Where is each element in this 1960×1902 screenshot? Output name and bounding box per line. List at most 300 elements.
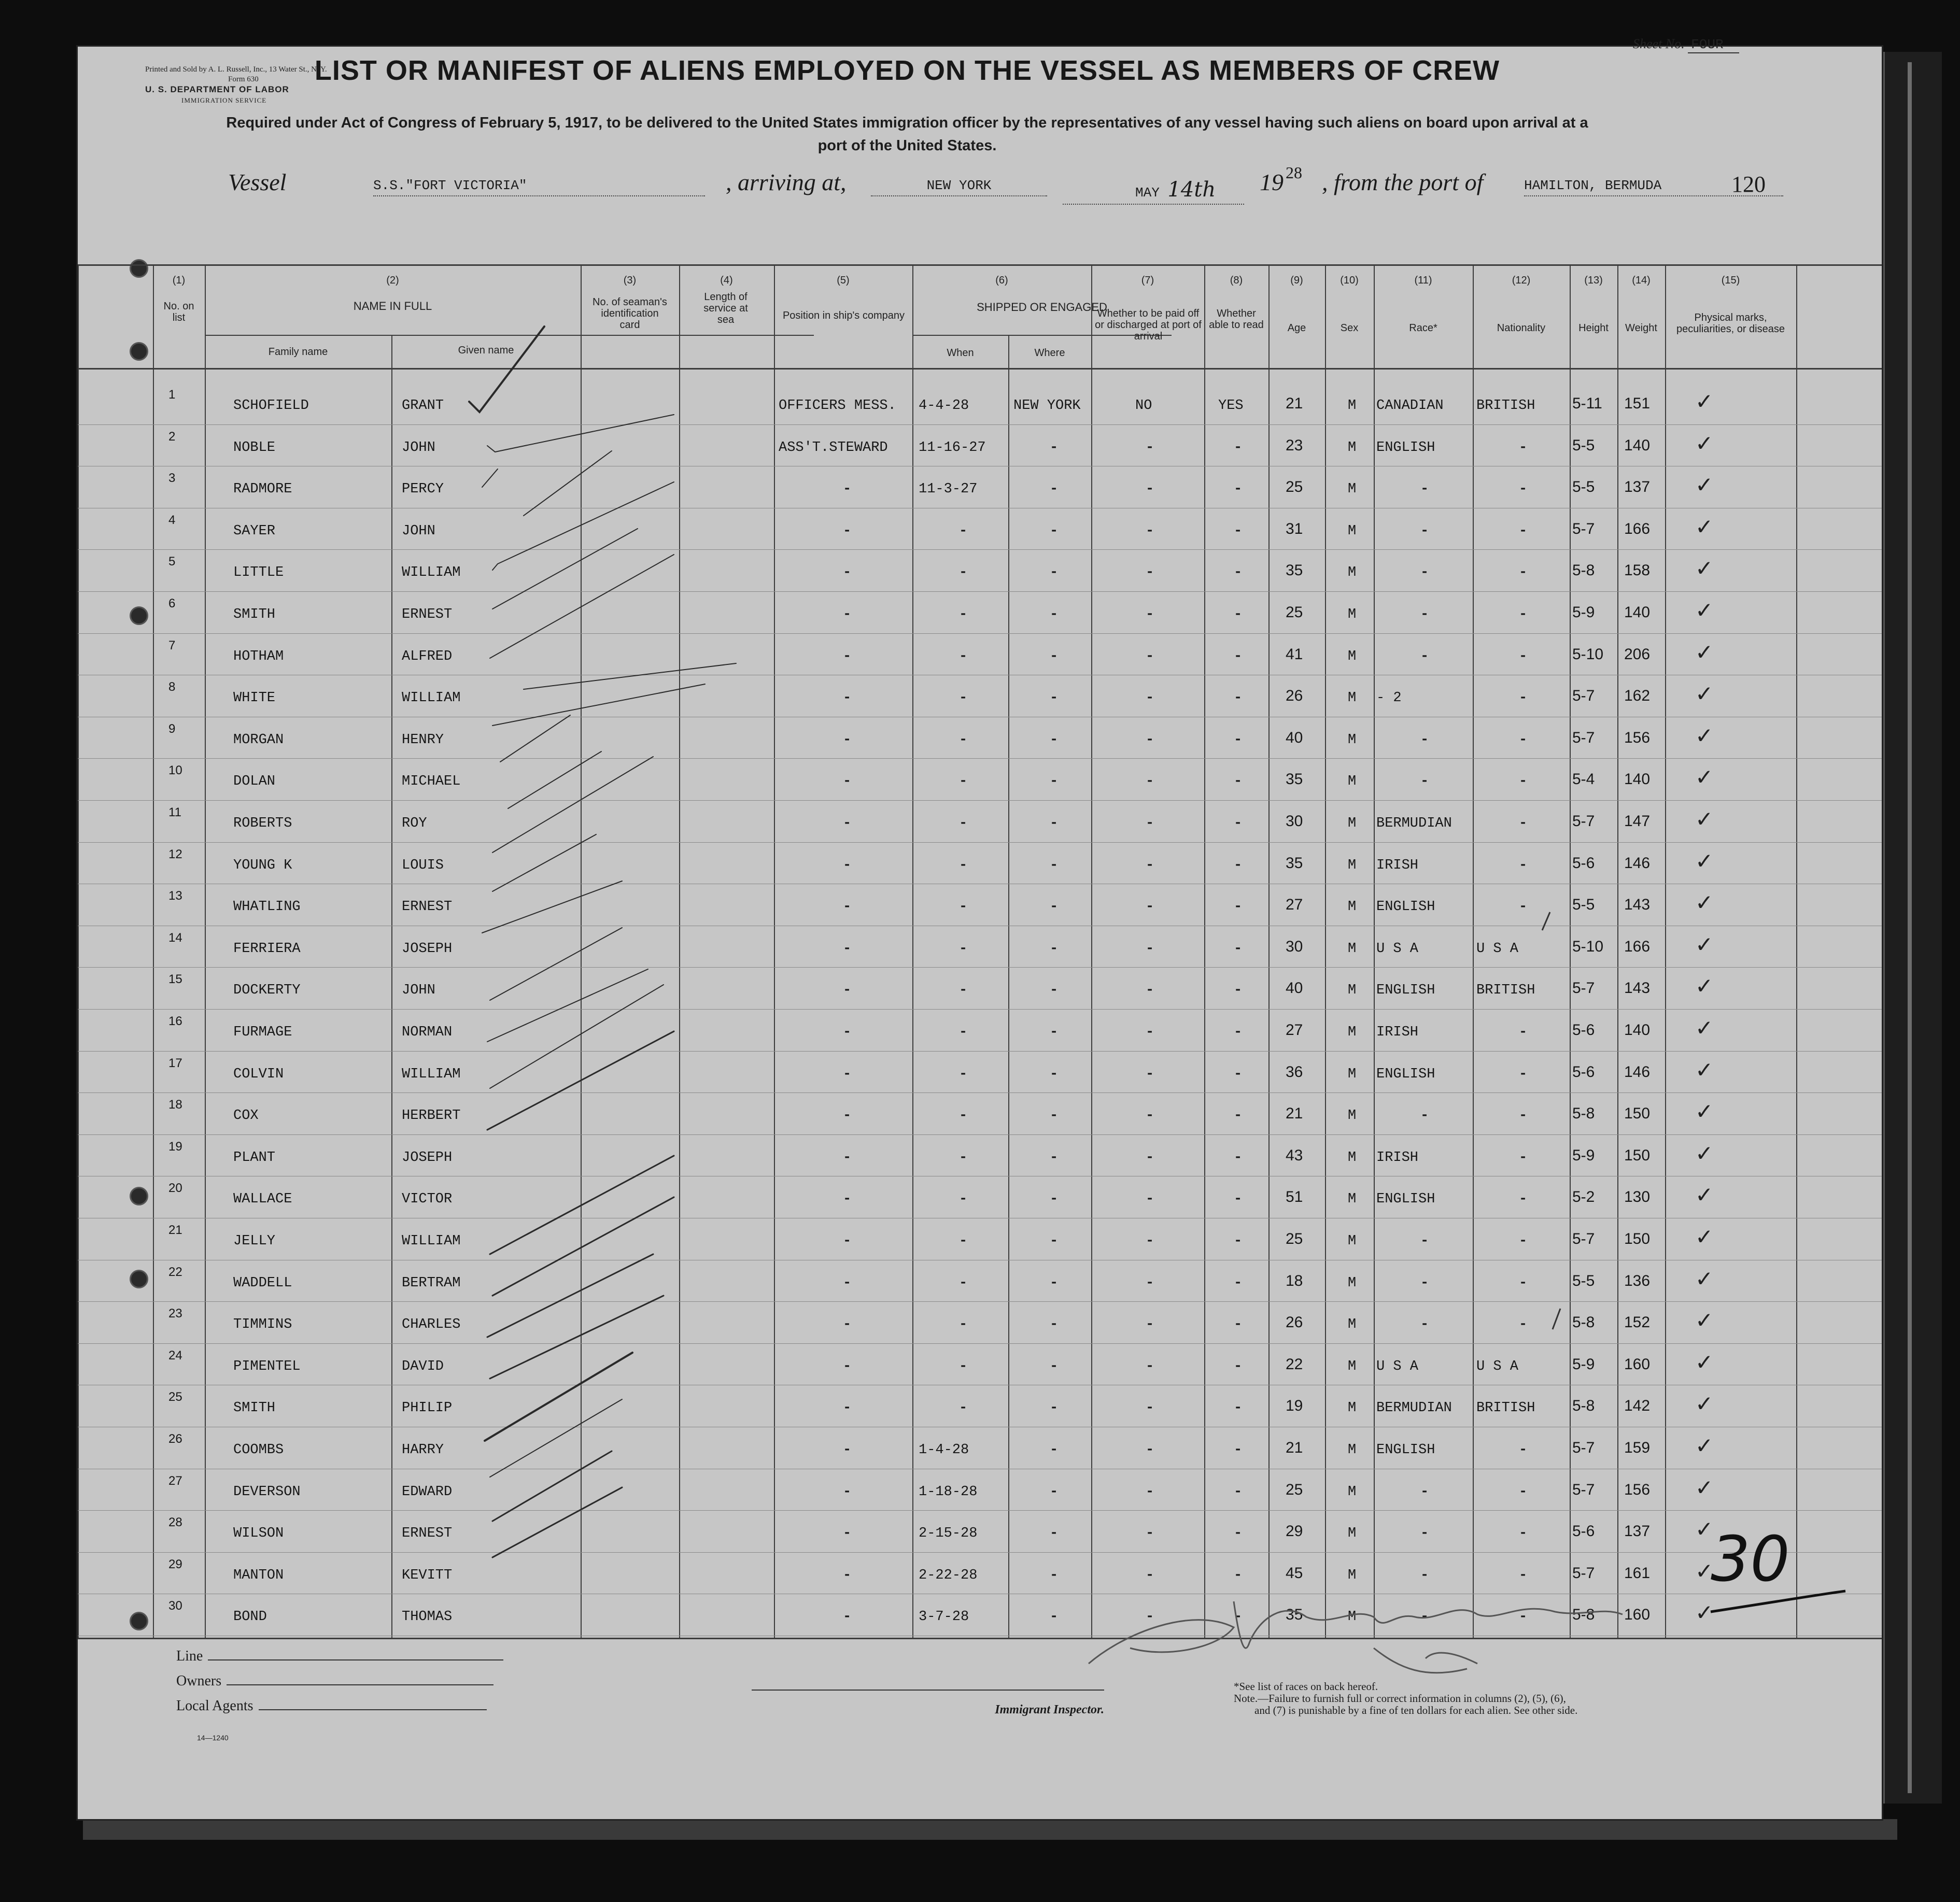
cell-nationality: - (1519, 1484, 1528, 1500)
cell-age: 35 (1286, 854, 1303, 872)
cell-where: - (1050, 607, 1059, 622)
col-head-nationality: Nationality (1497, 322, 1546, 334)
cell-race: ENGLISH (1376, 439, 1435, 456)
cell-where: - (1050, 439, 1059, 456)
check-mark-icon (492, 1197, 674, 1296)
cell-where: - (1050, 565, 1059, 581)
cell-race: - (1420, 1567, 1429, 1583)
cell-read: YES (1218, 398, 1244, 414)
cell-paid: - (1146, 732, 1154, 748)
cell-weight: 150 (1624, 1146, 1651, 1164)
cell-position: - (843, 1025, 852, 1040)
cell-sex: M (1348, 732, 1357, 748)
cell-sex: M (1348, 816, 1357, 831)
cell-family: WILSON (233, 1526, 284, 1542)
cell-height: 5-7 (1572, 1481, 1595, 1498)
footer-fields (176, 1648, 503, 1723)
check-mark-icon: ✓ (1695, 472, 1714, 498)
cell-age: 40 (1286, 980, 1303, 997)
cell-position: ASS'T.STEWARD (779, 439, 888, 456)
cell-nationality: U S A (1476, 1358, 1519, 1374)
cell-where: - (1050, 983, 1059, 999)
cell-weight: 146 (1624, 854, 1651, 872)
cell-when: - (959, 1317, 968, 1333)
cell-given: HARRY (402, 1442, 444, 1458)
cell-weight: 137 (1624, 1523, 1651, 1540)
cell-read: - (1234, 439, 1243, 456)
cell-paid: - (1146, 1275, 1154, 1291)
check-mark-icon: ✓ (1695, 1057, 1714, 1083)
cell-nationality: - (1519, 857, 1528, 873)
cell-when: - (959, 857, 968, 873)
cell-family: JELLY (233, 1233, 276, 1249)
cell-height: 5-9 (1572, 1146, 1595, 1164)
cell-no: 13 (168, 889, 182, 903)
cell-sex: M (1348, 523, 1357, 539)
cell-position: - (843, 732, 852, 748)
cell-no: 30 (168, 1599, 182, 1613)
cell-position: - (843, 1484, 852, 1500)
cell-where: - (1050, 1609, 1059, 1625)
cell-age: 22 (1286, 1355, 1303, 1373)
cell-nationality: - (1519, 1609, 1528, 1625)
cell-race: - (1420, 648, 1429, 664)
cell-sex: M (1348, 1275, 1357, 1291)
check-mark-icon (490, 1156, 674, 1254)
cell-when: 4-4-28 (919, 398, 969, 414)
check-mark-icon: ✓ (1695, 639, 1714, 665)
check-mark-icon: ✓ (1695, 1140, 1714, 1166)
col-num-3: (3) (623, 275, 637, 286)
cell-height: 5-6 (1572, 1021, 1595, 1039)
cell-position: OFFICERS MESS. (779, 398, 896, 414)
cell-family: SCHOFIELD (233, 398, 309, 414)
cell-race: ENGLISH (1376, 1066, 1435, 1082)
check-mark-icon: ✓ (1695, 1349, 1714, 1375)
col-num-9: (9) (1290, 275, 1303, 286)
cell-height: 5-5 (1572, 478, 1595, 496)
cell-paid: - (1146, 1567, 1154, 1583)
cell-paid: - (1146, 1233, 1154, 1249)
cell-read: - (1234, 899, 1243, 915)
check-mark-icon: ✓ (1695, 1099, 1714, 1125)
cell-paid: - (1146, 899, 1154, 915)
cell-age: 21 (1286, 395, 1303, 412)
cell-no: 22 (168, 1265, 182, 1279)
cell-height: 5-7 (1572, 520, 1595, 537)
cell-age: 43 (1286, 1146, 1303, 1164)
cell-when: - (959, 565, 968, 581)
cell-where: - (1050, 1484, 1059, 1500)
cell-when: - (959, 774, 968, 790)
cell-nationality: - (1519, 565, 1528, 581)
check-mark-icon (469, 327, 544, 412)
cell-sex: M (1348, 1317, 1357, 1333)
cell-paid: - (1146, 523, 1154, 539)
cell-weight: 146 (1624, 1063, 1651, 1081)
check-mark-icon: ✓ (1695, 722, 1714, 748)
cell-given: MICHAEL (402, 774, 461, 790)
cell-family: COOMBS (233, 1442, 284, 1458)
year-label: 19 (1260, 169, 1284, 195)
cell-no: 23 (168, 1307, 182, 1321)
cell-position: - (843, 1358, 852, 1374)
cell-position: - (843, 523, 852, 539)
cell-paid: - (1146, 1066, 1154, 1082)
check-mark-icon (490, 1296, 664, 1379)
cell-height: 5-7 (1572, 813, 1595, 830)
cell-sex: M (1348, 1066, 1357, 1082)
cell-position: - (843, 774, 852, 790)
cell-height: 5-8 (1572, 1397, 1595, 1415)
cell-where: - (1050, 690, 1059, 706)
cell-sex: M (1348, 1567, 1357, 1583)
cell-sex: M (1348, 607, 1357, 622)
cell-no: 6 (168, 597, 176, 611)
col-head-weight: Weight (1625, 322, 1657, 334)
cell-race: IRISH (1376, 857, 1419, 873)
cell-age: 27 (1286, 1021, 1303, 1039)
footnote-fine-cont: and (7) is punishable by a fine of ten dollars for each alien. See other side. (1254, 1704, 1578, 1716)
cell-read: - (1234, 523, 1243, 539)
cell-family: LITTLE (233, 565, 284, 581)
cell-no: 12 (168, 847, 182, 861)
cell-age: 35 (1286, 562, 1303, 579)
cell-where: - (1050, 1567, 1059, 1583)
cell-weight: 162 (1624, 687, 1651, 705)
cell-weight: 137 (1624, 478, 1651, 496)
check-mark-icon (492, 757, 653, 853)
cell-age: 27 (1286, 896, 1303, 914)
check-mark-icon: ✓ (1695, 681, 1714, 707)
cell-given: CHARLES (402, 1317, 461, 1333)
cell-nationality: - (1519, 1317, 1528, 1333)
cell-sex: M (1348, 481, 1357, 498)
cell-paid: - (1146, 1317, 1154, 1333)
cell-weight: 151 (1624, 395, 1651, 412)
cell-position: - (843, 1609, 852, 1625)
cell-where: - (1050, 1442, 1059, 1458)
cell-race: - (1420, 1108, 1429, 1124)
cell-no: 24 (168, 1348, 182, 1362)
cell-given: JOSEPH (402, 1149, 453, 1166)
cell-family: FURMAGE (233, 1025, 292, 1040)
cell-position: - (843, 1191, 852, 1208)
cell-paid: - (1146, 607, 1154, 622)
cell-given: EDWARD (402, 1484, 453, 1500)
cell-family: RADMORE (233, 481, 292, 498)
cell-weight: 140 (1624, 1021, 1651, 1039)
footer-owners-field (176, 1673, 503, 1698)
cell-height: 5-2 (1572, 1188, 1595, 1206)
check-mark-icon: ✓ (1695, 1224, 1714, 1250)
cell-when: - (959, 1233, 968, 1249)
col-num-10: (10) (1340, 275, 1359, 286)
footer-agents-label: Local Agents (176, 1698, 253, 1714)
cell-no: 4 (168, 513, 176, 527)
cell-where: - (1050, 899, 1059, 915)
cell-family: WALLACE (233, 1191, 292, 1208)
cell-sex: M (1348, 857, 1357, 873)
col-num-1: (1) (172, 275, 186, 286)
cell-where: - (1050, 1233, 1059, 1249)
cell-race: - (1420, 732, 1429, 748)
cell-when: 2-22-28 (919, 1567, 978, 1583)
cell-sex: M (1348, 1108, 1357, 1124)
check-mark-icon (492, 1451, 612, 1521)
arriving-at: NEW YORK (871, 178, 1047, 196)
footer-line-label: Line (176, 1648, 203, 1664)
cell-no: 9 (168, 721, 176, 736)
cell-weight: 158 (1624, 562, 1651, 579)
cell-height: 5-7 (1572, 687, 1595, 705)
check-mark-icon (487, 415, 674, 452)
cell-read: - (1234, 732, 1243, 748)
arrival-day: 14th (1167, 178, 1216, 202)
cell-height: 5-8 (1572, 1105, 1595, 1123)
cell-position: - (843, 690, 852, 706)
cell-race: ENGLISH (1376, 899, 1435, 915)
cell-age: 25 (1286, 604, 1303, 621)
check-mark-icon (508, 751, 601, 808)
cell-age: 25 (1286, 478, 1303, 496)
footer-line-field (176, 1648, 503, 1673)
cell-weight: 140 (1624, 604, 1651, 621)
cell-position: - (843, 857, 852, 873)
cell-where: - (1050, 774, 1059, 790)
cell-race: ENGLISH (1376, 1191, 1435, 1208)
cell-where: - (1050, 1275, 1059, 1291)
cell-race: - (1420, 607, 1429, 622)
cell-no: 18 (168, 1098, 182, 1112)
cell-read: - (1234, 1025, 1243, 1040)
cell-age: 51 (1286, 1188, 1303, 1206)
cell-nationality: - (1519, 1066, 1528, 1082)
cell-paid: - (1146, 1484, 1154, 1500)
cell-height: 5-8 (1572, 1606, 1595, 1624)
cell-given: HERBERT (402, 1108, 461, 1124)
cell-where: - (1050, 1066, 1059, 1082)
cell-position: - (843, 941, 852, 957)
cell-family: MANTON (233, 1567, 284, 1583)
cell-where: - (1050, 1191, 1059, 1208)
check-mark-icon (492, 1487, 622, 1557)
cell-sex: M (1348, 439, 1357, 456)
cell-read: - (1234, 1400, 1243, 1416)
check-mark-icon: ✓ (1695, 806, 1714, 832)
cell-weight: 152 (1624, 1314, 1651, 1331)
cell-no: 20 (168, 1181, 182, 1196)
cell-nationality: - (1519, 1567, 1528, 1583)
cell-sex: M (1348, 1609, 1357, 1625)
cell-where: - (1050, 941, 1059, 957)
cell-nationality: - (1519, 899, 1528, 915)
cell-read: - (1234, 1484, 1243, 1500)
cell-paid: - (1146, 1149, 1154, 1166)
cell-when: 2-15-28 (919, 1526, 978, 1542)
cell-no: 8 (168, 680, 176, 694)
cell-when: - (959, 899, 968, 915)
cell-no: 28 (168, 1515, 182, 1530)
cell-paid: - (1146, 1358, 1154, 1374)
cell-family: PIMENTEL (233, 1358, 301, 1374)
cell-family: PLANT (233, 1149, 276, 1166)
cell-nationality: - (1519, 690, 1528, 706)
col-head-age: Age (1287, 322, 1306, 334)
check-mark-icon: ✓ (1695, 556, 1714, 581)
cell-paid: - (1146, 439, 1154, 456)
cell-nationality: - (1519, 648, 1528, 664)
check-mark-icon (492, 529, 638, 609)
cell-no: 16 (168, 1014, 182, 1028)
cell-height: 5-7 (1572, 729, 1595, 746)
cell-race: - (1420, 1526, 1429, 1542)
cell-height: 5-8 (1572, 1314, 1595, 1331)
cell-weight: 142 (1624, 1397, 1651, 1415)
cell-given: ROY (402, 816, 427, 831)
cell-paid: - (1146, 565, 1154, 581)
cell-weight: 143 (1624, 896, 1651, 914)
total-count: 30 (1711, 1524, 1790, 1596)
cell-position: - (843, 1108, 852, 1124)
col-head-where: Where (1034, 347, 1065, 359)
cell-age: 30 (1286, 813, 1303, 830)
cell-where: - (1050, 1108, 1059, 1124)
cell-where: - (1050, 1025, 1059, 1040)
cell-when: - (959, 1108, 968, 1124)
cell-nationality: BRITISH (1476, 1400, 1535, 1416)
check-strokes (469, 327, 736, 1557)
cell-family: WADDELL (233, 1275, 292, 1291)
cell-height: 5-6 (1572, 1523, 1595, 1540)
year: 28 (1286, 163, 1302, 182)
cell-no: 27 (168, 1473, 182, 1488)
cell-race: U S A (1376, 941, 1419, 957)
cell-read: - (1234, 983, 1243, 999)
col-head-paid-off: Whether to be paid off or discharged at port of arrival (1095, 308, 1202, 342)
cell-read: - (1234, 481, 1243, 498)
cell-given: THOMAS (402, 1609, 453, 1625)
cell-given: VICTOR (402, 1191, 453, 1208)
cell-no: 25 (168, 1390, 182, 1404)
cell-when: 11-3-27 (919, 481, 978, 498)
cell-no: 3 (168, 471, 176, 486)
cell-nationality: - (1519, 1025, 1528, 1040)
cell-family: BOND (233, 1609, 267, 1625)
cell-given: ERNEST (402, 899, 453, 915)
col-num-4: (4) (720, 275, 733, 286)
cell-given: BERTRAM (402, 1275, 461, 1291)
check-mark-icon: ✓ (1695, 598, 1714, 623)
cell-given: ERNEST (402, 1526, 453, 1542)
check-mark-icon: ✓ (1695, 1474, 1714, 1500)
cell-height: 5-6 (1572, 854, 1595, 872)
col-head-no: No. on list (163, 301, 194, 323)
cell-nationality: - (1519, 523, 1528, 539)
cell-nationality: BRITISH (1476, 983, 1535, 999)
cell-where: - (1050, 648, 1059, 664)
cell-race: CANADIAN (1376, 398, 1444, 414)
cell-when: 11-16-27 (919, 439, 986, 456)
cell-family: YOUNG K (233, 857, 292, 873)
cell-race: - (1420, 1233, 1429, 1249)
cell-family: WHITE (233, 690, 276, 706)
cell-nationality: - (1519, 1233, 1528, 1249)
cell-read: - (1234, 648, 1243, 664)
cell-no: 15 (168, 972, 182, 987)
cell-read: - (1234, 1233, 1243, 1249)
cell-when: - (959, 1149, 968, 1166)
check-mark-icon: ✓ (1695, 890, 1714, 916)
cell-paid: - (1146, 1191, 1154, 1208)
col-head-name: NAME IN FULL (353, 300, 432, 313)
check-mark-icon (482, 881, 622, 933)
check-mark-icon: ✓ (1695, 514, 1714, 540)
cell-when: - (959, 648, 968, 664)
cell-given: JOSEPH (402, 941, 453, 957)
cell-age: 26 (1286, 687, 1303, 705)
cell-race: IRISH (1376, 1025, 1419, 1040)
cell-paid: NO (1135, 398, 1152, 414)
check-mark-icon (524, 451, 612, 516)
cell-when: 1-18-28 (919, 1484, 978, 1500)
cell-family: SMITH (233, 607, 276, 622)
col-head-when: When (947, 347, 974, 359)
cell-weight: 206 (1624, 645, 1651, 663)
cell-when: - (959, 941, 968, 957)
cell-read: - (1234, 941, 1243, 957)
cell-read: - (1234, 607, 1243, 622)
cell-nationality: - (1519, 1526, 1528, 1542)
from-label: , from the port of (1322, 169, 1484, 195)
cell-age: 26 (1286, 1314, 1303, 1331)
check-mark-icon (490, 985, 664, 1088)
check-mark-icon: ✓ (1695, 1182, 1714, 1208)
col-head-id-card: No. of seaman's identification card (593, 296, 667, 331)
cell-position: - (843, 565, 852, 581)
cell-nationality: - (1519, 1149, 1528, 1166)
cell-given: PERCY (402, 481, 444, 498)
cell-read: - (1234, 1317, 1243, 1333)
cell-race: - 2 (1376, 690, 1402, 706)
check-mark-icon (487, 1031, 674, 1130)
cell-height: 5-7 (1572, 1230, 1595, 1247)
cell-given: GRANT (402, 398, 444, 414)
cell-read: - (1234, 1191, 1243, 1208)
cell-sex: M (1348, 648, 1357, 664)
cell-position: - (843, 816, 852, 831)
cell-nationality: U S A (1476, 941, 1519, 957)
col-head-family: Family name (268, 346, 328, 358)
check-mark-icon (487, 969, 648, 1042)
cell-sex: M (1348, 565, 1357, 581)
cell-age: 29 (1286, 1523, 1303, 1540)
col-num-13: (13) (1584, 275, 1603, 286)
cell-race: U S A (1376, 1358, 1419, 1374)
cell-race: BERMUDIAN (1376, 816, 1452, 831)
cell-weight: 161 (1624, 1564, 1651, 1582)
cell-nationality: - (1519, 607, 1528, 622)
cell-weight: 143 (1624, 980, 1651, 997)
cell-no: 1 (168, 388, 176, 402)
from-port: HAMILTON, BERMUDA (1524, 178, 1783, 196)
col-num-7: (7) (1141, 275, 1154, 286)
cell-height: 5-9 (1572, 604, 1595, 621)
cell-race: - (1420, 1317, 1429, 1333)
arrival-month: MAY (1135, 185, 1160, 201)
cell-where: - (1050, 1526, 1059, 1542)
cell-nationality: - (1519, 439, 1528, 456)
